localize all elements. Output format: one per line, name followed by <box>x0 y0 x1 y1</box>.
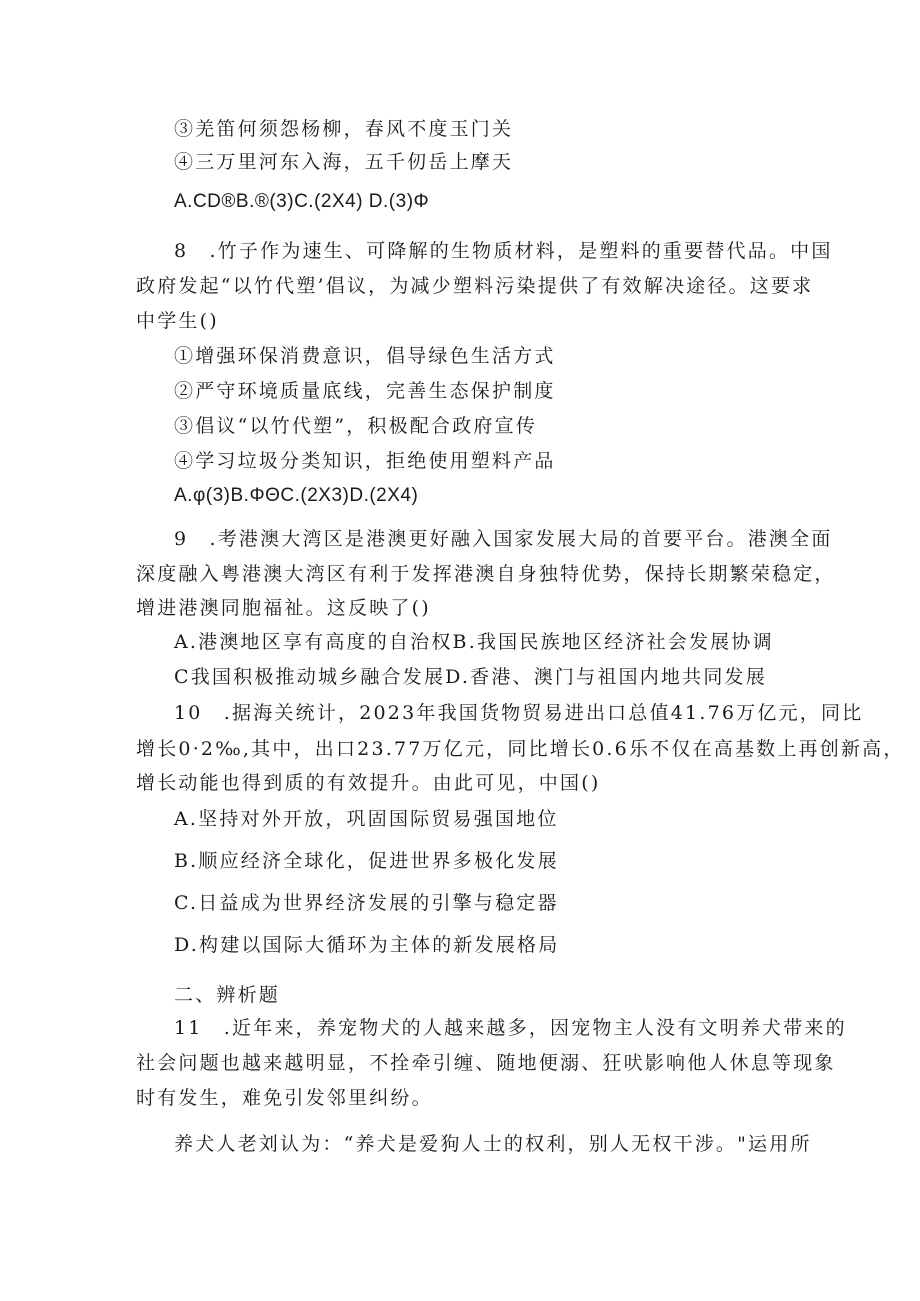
q8-stem-line-3: 中学生() <box>136 310 219 332</box>
q7-item-4: ④三万里河东入海，五千仞岳上摩天 <box>174 151 514 173</box>
q8-stem-line-1: 8 .竹子作为速生、可降解的生物质材料，是塑料的重要替代品。中国 <box>174 240 833 262</box>
section-heading: 二、辨析题 <box>174 984 281 1006</box>
q10-option-a: A.坚持对外开放，巩固国际贸易强国地位 <box>174 808 559 830</box>
q9-options-cd: C我国积极推动城乡融合发展D.香港、澳门与祖国内地共同发展 <box>174 666 767 688</box>
q10-option-b: B.顺应经济全球化，促进世界多极化发展 <box>174 850 559 872</box>
q10-option-d: D.构建以国际大循环为主体的新发展格局 <box>174 934 560 956</box>
q10-stem-line-2: 增长0·2‰,其中，出口23.77万亿元，同比增长0.6乐不仅在高基数上再创新高， <box>136 738 905 760</box>
q8-item-4: ④学习垃圾分类知识，拒绝使用塑料产品 <box>174 450 556 472</box>
q10-option-c: C.日益成为世界经济发展的引擎与稳定器 <box>174 892 559 914</box>
q9-stem-line-3: 增进港澳同胞福祉。这反映了() <box>136 597 431 619</box>
q8-item-3: ③倡议“以竹代塑”，积极配合政府宣传 <box>174 415 538 437</box>
q11-stem-line-4: 养犬人老刘认为：“养犬是爱狗人士的权利，别人无权干涉。"运用所 <box>174 1133 812 1155</box>
q11-stem-line-1: 11 .近年来，养宠物犬的人越来越多，因宠物主人没有文明养犬带来的 <box>174 1017 847 1039</box>
q10-stem-line-3: 增长动能也得到质的有效提升。由此可见，中国() <box>136 772 601 794</box>
q11-stem-line-3: 时有发生，难免引发邻里纠纷。 <box>136 1087 433 1109</box>
q7-options: A.CD®B.®(3)C.(2X4) D.(3)Φ <box>174 191 430 212</box>
q8-options: A.φ(3)B.ΦΘC.(2X3)D.(2X4) <box>174 485 419 506</box>
q8-item-1: ①增强环保消费意识，倡导绿色生活方式 <box>174 345 556 367</box>
q7-item-3: ③羌笛何须怨杨柳，春风不度玉门关 <box>174 118 514 140</box>
q10-stem-line-1: 10 .据海关统计，2023年我国货物贸易进出口总值41.76万亿元，同比 <box>174 702 864 724</box>
q9-stem-line-1: 9 .考港澳大湾区是港澳更好融入国家发展大局的首要平台。港澳全面 <box>174 528 833 550</box>
q8-item-2: ②严守环境质量底线，完善生态保护制度 <box>174 380 556 402</box>
q11-stem-line-2: 社会问题也越来越明显，不拴牵引缠、随地便溺、狂吠影响他人休息等现象 <box>136 1052 836 1074</box>
q9-stem-line-2: 深度融入粤港澳大湾区有利于发挥港澳自身独特优势，保持长期繁荣稳定， <box>136 563 836 585</box>
q9-options-ab: A.港澳地区享有高度的自治权B.我国民族地区经济社会发展协调 <box>174 631 774 653</box>
q8-stem-line-2: 政府发起“以竹代塑’倡议，为减少塑料污染提供了有效解决途径。这要求 <box>136 275 814 297</box>
